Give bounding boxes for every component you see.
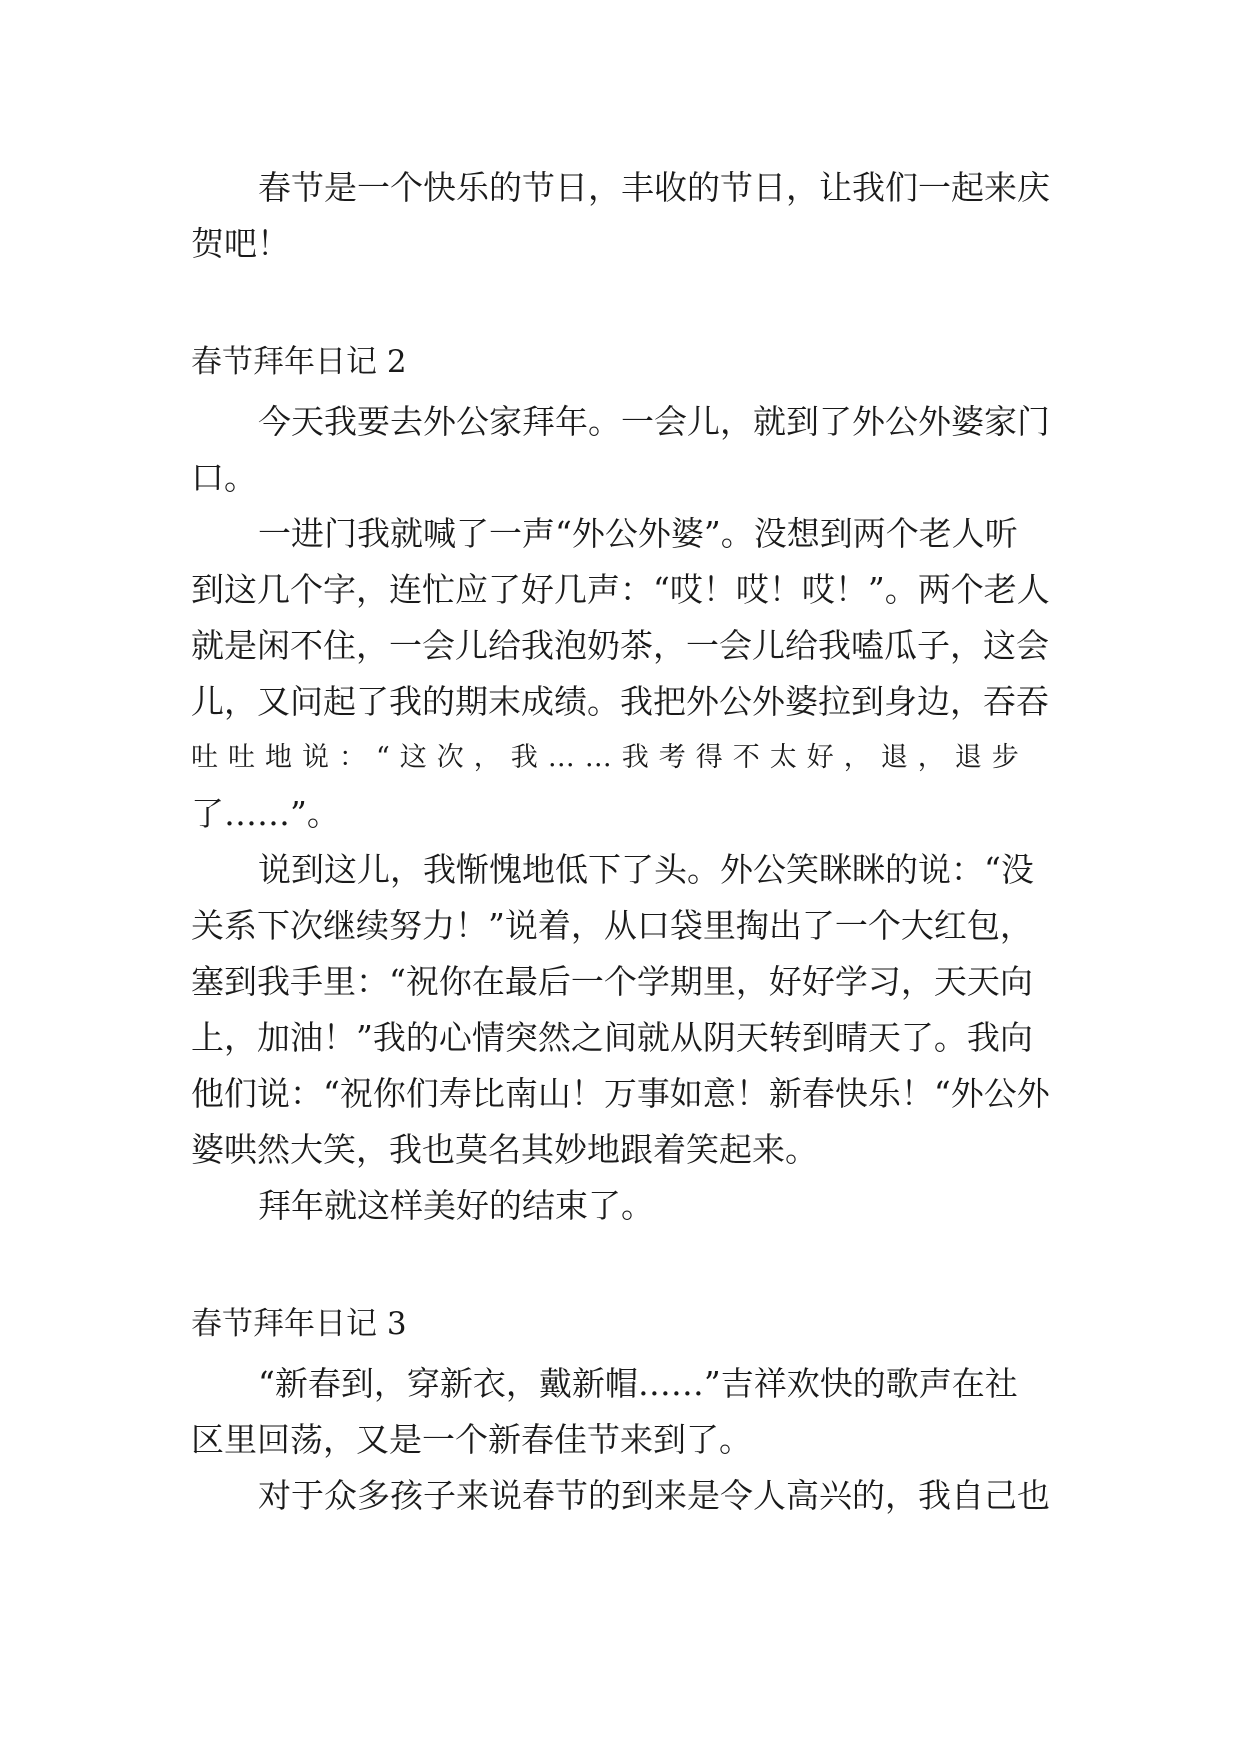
section-title: 春节拜年日记 2 [191,344,407,380]
paragraph-line: 今天我要去外公家拜年。一会儿，就到了外公外婆家门 [258,402,1050,441]
paragraph-line: 口。 [191,458,257,497]
paragraph-line: 对于众多孩子来说春节的到来是令人高兴的，我自己也 [258,1476,1050,1515]
paragraph-line: 区里回荡，又是一个新春佳节来到了。 [191,1420,752,1459]
paragraph-line: 拜年就这样美好的结束了。 [258,1186,654,1225]
paragraph-line: 了……”。 [191,794,340,833]
paragraph-line: 儿，又问起了我的期末成绩。我把外公外婆拉到身边，吞吞 [191,682,1049,721]
paragraph-line: 上，加油！”我的心情突然之间就从阴天转到晴天了。我向 [191,1018,1033,1057]
paragraph-line: 婆哄然大笑，我也莫名其妙地跟着笑起来。 [191,1130,818,1169]
paragraph-line: 就是闲不住，一会儿给我泡奶茶，一会儿给我嗑瓜子，这会 [191,626,1049,665]
paragraph-line: 春节是一个快乐的节日，丰收的节日，让我们一起来庆 [258,168,1050,207]
paragraph-line: 说到这儿，我惭愧地低下了头。外公笑眯眯的说：“没 [258,850,1034,889]
paragraph-line: 一进门我就喊了一声“外公外婆”。没想到两个老人听 [258,514,1018,553]
paragraph-line: 贺吧！ [191,224,290,263]
section-title: 春节拜年日记 3 [191,1306,407,1342]
paragraph-line: 他们说：“祝你们寿比南山！万事如意！新春快乐！“外公外 [191,1074,1050,1113]
paragraph-line: 吐吐地说：“这次，我……我考得不太好，退，退步 [191,742,1029,773]
paragraph-line: 关系下次继续努力！”说着，从口袋里掏出了一个大红包， [191,906,1033,945]
paragraph-line: 到这几个字，连忙应了好几声：“哎！哎！哎！”。两个老人 [191,570,1050,609]
paragraph-line: 塞到我手里：“祝你在最后一个学期里，好好学习，天天向 [191,962,1033,1001]
paragraph-line: “新春到，穿新衣，戴新帽……”吉祥欢快的歌声在社 [258,1364,1018,1403]
